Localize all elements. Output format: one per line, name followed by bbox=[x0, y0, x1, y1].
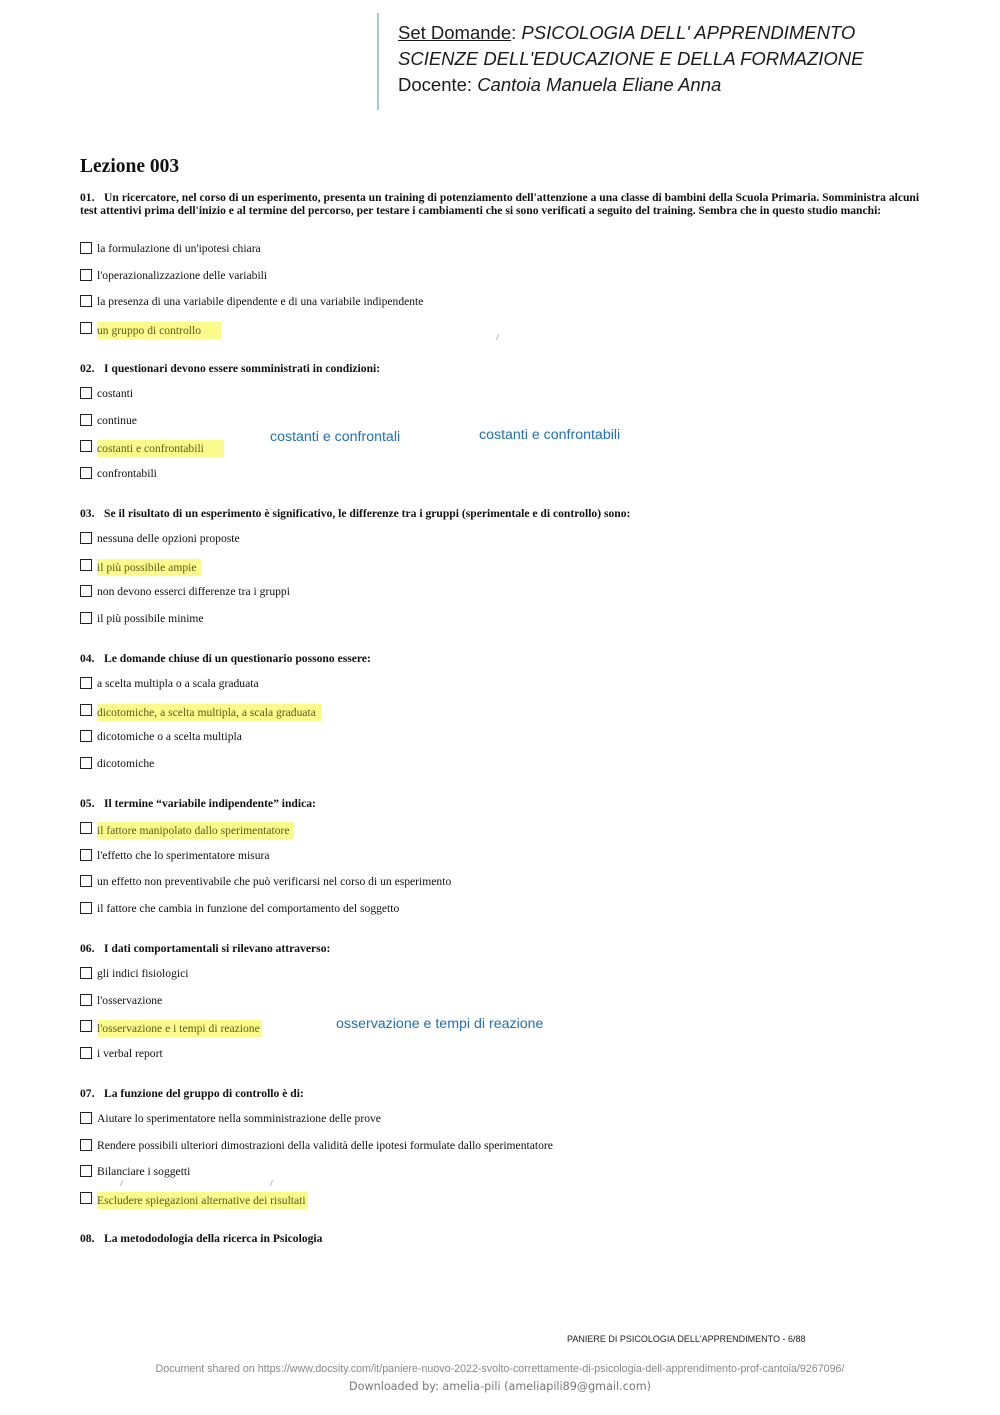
question-number: 01. bbox=[80, 191, 95, 204]
option-label: il più possibile ampie bbox=[97, 559, 201, 576]
checkbox[interactable] bbox=[80, 704, 92, 716]
docente-name: Cantoia Manuela Eliane Anna bbox=[477, 74, 722, 95]
question-number: 02. bbox=[80, 362, 95, 375]
checkbox[interactable] bbox=[80, 967, 92, 979]
option-label: l'operazionalizzazione delle variabili bbox=[97, 269, 268, 282]
question-text: I dati comportamentali si rilevano attraverso: bbox=[104, 942, 331, 955]
checkbox[interactable] bbox=[80, 677, 92, 689]
question-02-title bbox=[80, 362, 920, 375]
option-label: dicotomiche, a scelta multipla, a scala graduata bbox=[97, 704, 322, 721]
checkbox[interactable] bbox=[80, 269, 92, 281]
option-label: a scelta multipla o a scala graduata bbox=[97, 677, 259, 690]
question-number: 06. bbox=[80, 942, 95, 955]
checkbox[interactable] bbox=[80, 994, 92, 1006]
set-domande-label: Set Domande bbox=[398, 22, 512, 43]
option-label: il fattore che cambia in funzione del comportamento del soggetto bbox=[97, 902, 400, 915]
checkbox[interactable] bbox=[80, 1139, 92, 1151]
checkbox[interactable] bbox=[80, 414, 92, 426]
page-footer-label: PANIERE DI PSICOLOGIA DELL'APPRENDIMENTO - 6/88 bbox=[567, 1334, 806, 1344]
checkbox[interactable] bbox=[80, 1192, 92, 1204]
option-label: un effetto non preventivabile che può verificarsi nel corso di un esperimento bbox=[97, 875, 452, 888]
header-colon: : bbox=[511, 22, 522, 43]
faculty-name: SCIENZE DELL'EDUCAZIONE E DELLA FORMAZIONE bbox=[398, 48, 864, 69]
checkbox[interactable] bbox=[80, 585, 92, 597]
question-number: 03. bbox=[80, 507, 95, 520]
option-label: costanti e confrontabili bbox=[97, 440, 224, 457]
download-notice: Downloaded by: amelia-pili (ameliapili89@gmail.com) bbox=[349, 1380, 651, 1393]
option-label: Aiutare lo sperimentatore nella somministrazione delle prove bbox=[97, 1112, 381, 1125]
option-label: continue bbox=[97, 414, 137, 427]
option-label: non devono esserci differenze tra i gruppi bbox=[97, 585, 290, 598]
question-number: 07. bbox=[80, 1087, 95, 1100]
question-07-title bbox=[80, 1087, 920, 1100]
question-text: Un ricercatore, nel corso di un esperimento, presenta un training di potenziamento dell'attenzione a una classe di bambini della Scuola Primaria. Somministra alcuni test attentivi prima dell'inizio e al termine del percorso, per testare i cambiamenti che si sono verificati a seguito del training. Sembra che in questo studio manchi: bbox=[80, 191, 920, 217]
question-number: 04. bbox=[80, 652, 95, 665]
option-label: Escludere spiegazioni alternative dei risultati bbox=[97, 1194, 306, 1207]
question-08-title bbox=[80, 1232, 920, 1245]
checkbox[interactable] bbox=[80, 612, 92, 624]
annotation-note: osservazione e tempi di reazione bbox=[336, 1016, 544, 1032]
question-04-title bbox=[80, 652, 920, 665]
checkbox[interactable] bbox=[80, 822, 92, 834]
checkbox[interactable] bbox=[80, 757, 92, 769]
course-name: PSICOLOGIA DELL' APPRENDIMENTO bbox=[521, 22, 856, 43]
stray-mark bbox=[270, 1180, 273, 1186]
option-label: i verbal report bbox=[97, 1047, 163, 1060]
question-number: 05. bbox=[80, 797, 95, 810]
option-label: l'osservazione e i tempi di reazione bbox=[97, 1022, 260, 1035]
question-06-title bbox=[80, 942, 920, 955]
question-text: Il termine “variabile indipendente” indica: bbox=[104, 797, 316, 810]
shared-notice: Document shared on https://www.docsity.com/it/paniere-nuovo-2022-svolto-correttamente-di-psicologia-dell-apprendimento-prof-cantoia/9267096/ bbox=[155, 1363, 845, 1375]
checkbox[interactable] bbox=[80, 322, 92, 334]
lesson-title: Lezione 003 bbox=[80, 156, 180, 177]
checkbox[interactable] bbox=[80, 387, 92, 399]
option-label: la formulazione di un'ipotesi chiara bbox=[97, 242, 261, 255]
option-label: costanti bbox=[97, 387, 134, 400]
option-label: confrontabili bbox=[97, 467, 157, 480]
option-label: gli indici fisiologici bbox=[97, 967, 189, 980]
checkbox[interactable] bbox=[80, 902, 92, 914]
option-label: l'effetto che lo sperimentatore misura bbox=[97, 849, 270, 862]
option-label: dicotomiche bbox=[97, 757, 155, 770]
question-text: Se il risultato di un esperimento è significativo, le differenze tra i gruppi (sperimentale e di controllo) sono: bbox=[104, 507, 631, 520]
stray-mark bbox=[120, 1180, 123, 1186]
checkbox[interactable] bbox=[80, 1165, 92, 1177]
option-label: nessuna delle opzioni proposte bbox=[97, 532, 240, 545]
header-docente-line bbox=[398, 74, 721, 96]
option-label: Rendere possibili ulteriori dimostrazioni della validità delle ipotesi formulate dallo sperimentatore bbox=[97, 1139, 553, 1152]
question-05-title bbox=[80, 797, 920, 810]
document-header bbox=[377, 13, 897, 110]
stray-mark bbox=[496, 334, 499, 340]
question-01-title bbox=[80, 191, 920, 217]
option-label: Bilanciare i soggetti bbox=[97, 1165, 191, 1178]
checkbox[interactable] bbox=[80, 467, 92, 479]
question-number: 08. bbox=[80, 1232, 95, 1245]
question-text: I questionari devono essere somministrati in condizioni: bbox=[104, 362, 381, 375]
option-label: la presenza di una variabile dipendente e di una variabile indipendente bbox=[97, 295, 424, 308]
header-course-line bbox=[398, 22, 855, 44]
option-label: il fattore manipolato dallo sperimentatore bbox=[97, 822, 294, 839]
option-label: il più possibile minime bbox=[97, 612, 204, 625]
option-label: un gruppo di controllo bbox=[97, 322, 221, 339]
question-text: Le domande chiuse di un questionario possono essere: bbox=[104, 652, 371, 665]
checkbox[interactable] bbox=[80, 1112, 92, 1124]
checkbox[interactable] bbox=[80, 730, 92, 742]
question-text: La funzione del gruppo di controllo è di: bbox=[104, 1087, 304, 1100]
checkbox[interactable] bbox=[80, 440, 92, 452]
question-text: La metododologia della ricerca in Psicologia bbox=[104, 1232, 323, 1245]
annotation-note: costanti e confrontabili bbox=[479, 427, 621, 443]
checkbox[interactable] bbox=[80, 242, 92, 254]
checkbox[interactable] bbox=[80, 1020, 92, 1032]
annotation-note: costanti e confrontali bbox=[270, 429, 401, 445]
checkbox[interactable] bbox=[80, 295, 92, 307]
option-label: l'osservazione bbox=[97, 994, 163, 1007]
checkbox[interactable] bbox=[80, 559, 92, 571]
checkbox[interactable] bbox=[80, 1047, 92, 1059]
docente-label: Docente: bbox=[398, 74, 478, 95]
question-03-title bbox=[80, 507, 920, 520]
checkbox[interactable] bbox=[80, 532, 92, 544]
checkbox[interactable] bbox=[80, 875, 92, 887]
checkbox[interactable] bbox=[80, 849, 92, 861]
option-label: dicotomiche o a scelta multipla bbox=[97, 730, 242, 743]
